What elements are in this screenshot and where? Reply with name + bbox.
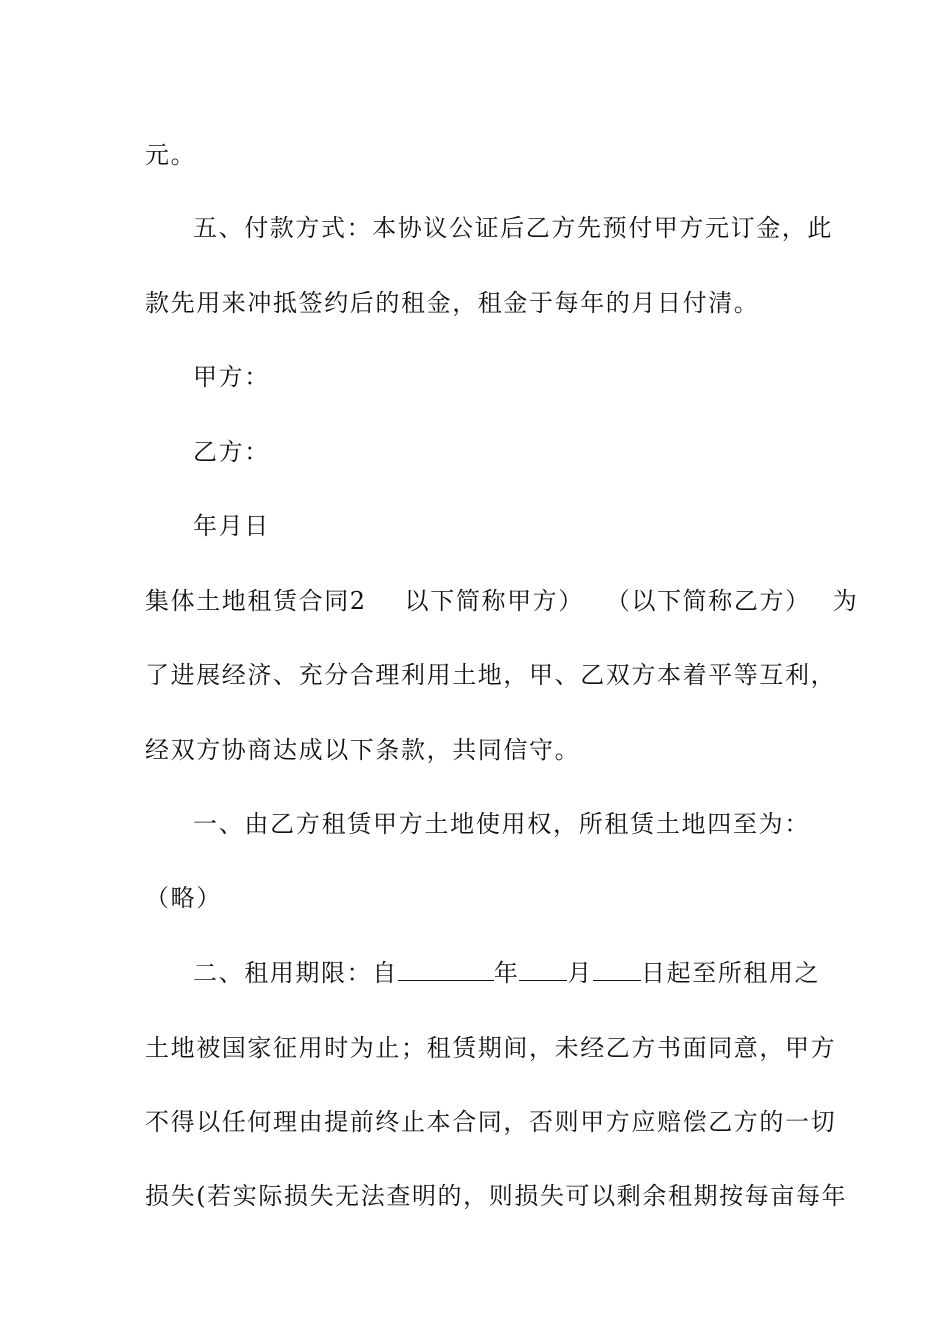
text-line: 损失(若实际损失无法查明的，则损失可以剩余租期按每亩每年 [145,1182,848,1210]
contract-title-line [145,586,859,616]
text-fragment: 年 [493,959,520,987]
party-a-definition: 以下简称甲方） [404,587,584,615]
text-line: 不得以任何理由提前终止本合同，否则甲方应赔偿乙方的一切 [145,1108,837,1136]
text-line: 了进展经济、充分合理利用土地，甲、乙双方本着平等互利， [145,661,837,689]
party-a-label: 甲方： [193,363,270,391]
clause-five-payment: 五、付款方式：本协议公证后乙方先预付甲方元订金，此 [193,214,833,242]
day-blank-field[interactable] [593,958,641,981]
month-blank-field[interactable] [519,958,567,981]
text-fragment: 月 [567,959,594,987]
text-fragment: 日起至所租用之 [641,959,821,987]
text-line: （略） [145,884,222,912]
year-blank-field[interactable] [398,958,494,981]
party-b-definition: （以下简称乙方） [605,587,811,615]
contract-title: 集体土地租赁合同2 [145,587,367,615]
text-line: 经双方协商达成以下条款，共同信守。 [145,736,581,764]
text-fragment: 二、租用期限：自 [193,959,398,987]
party-b-label: 乙方： [193,438,270,466]
text-line: 款先用来冲抵签约后的租金，租金于每年的月日付清。 [145,289,760,317]
text-line: 土地被国家征用时为止；租赁期间，未经乙方书面同意，甲方 [145,1034,837,1062]
clause-two-term [193,958,821,988]
text-line: 元。 [145,141,197,169]
date-label: 年月日 [193,512,270,540]
text-fragment: 为 [832,587,859,615]
clause-one-land: 一、由乙方租赁甲方土地使用权，所租赁土地四至为： [193,810,810,838]
